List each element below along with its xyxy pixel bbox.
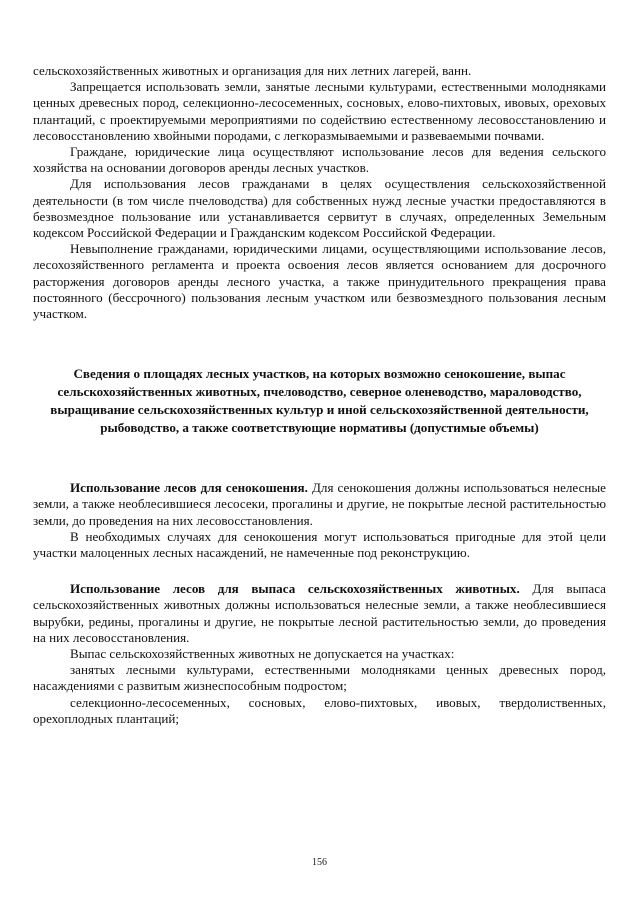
spacer xyxy=(33,561,606,581)
paragraph-free-use: Для использования лесов гражданами в целях осуществления сельскохозяйственной деятельности (в том числе пчеловодства) для собственных нужд лесные участки предоставляются в безвозмездное пользование или устанавливается сервитут в случаях, определенных Земельным кодексом Российской Федерации и Гражданским кодексом Российской Федерации. xyxy=(33,176,606,241)
spacer xyxy=(33,437,606,480)
paragraph-grazing xyxy=(33,581,606,646)
paragraph-continuation: сельскохозяйственных животных и организация для них летних лагерей, ванн. xyxy=(33,63,472,78)
document-page xyxy=(33,63,606,727)
paragraph-lease: Граждане, юридические лица осуществляют использование лесов для ведения сельского хозяйства на основании договоров аренды лесных участков. xyxy=(33,144,606,176)
grazing-title: Использование лесов для выпаса сельскохозяйственных животных. xyxy=(70,581,520,597)
section-heading: Сведения о площадях лесных участков, на которых возможно сенокошение, выпас сельскохозяйственных животных, пчеловодство, северное оленеводство, мараловодство, выращивание сельскохозяйственных культур и иной сельскохозяйственной деятельности, рыбоводство, а также соответствующие нормативы (допустимые объемы) xyxy=(50,366,589,436)
haymaking-title: Использование лесов для сенокошения. xyxy=(70,480,308,496)
paragraph-prohibition: Запрещается использовать земли, занятые лесными культурами, естественными молодняками ценных древесных пород, селекционно-лесосеменных, сосновых, елово-пихтовых, ивовых, ореховых плантаций, с проектируемыми мероприятиями по содействию естественному лесовосстановлению и лесовосстановлению хвойными породами, с легкоразмываемыми и развеваемыми почвами. xyxy=(33,79,606,143)
paragraph-grazing-not-allowed: Выпас сельскохозяйственных животных не допускается на участках: xyxy=(70,646,455,662)
spacer xyxy=(33,322,606,365)
haymaking-intro: Для сенокошения должны использоваться нелесные земли, а также необлесившиеся лесосеки, прогалины и другие, не покрытые лесной растительностью земли, до проведения на них лесовосстановления. xyxy=(33,480,606,528)
grazing-intro: Для выпаса сельскохозяйственных животных должны использоваться нелесные земли, а также необлесившиеся вырубки, редины, прогалины и другие, не покрытые лесной растительностью земли, до проведения на них лесовосстановления. xyxy=(33,581,606,645)
page-number: 156 xyxy=(312,857,327,868)
paragraph-haymaking xyxy=(33,480,606,529)
list-item: селекционно-лесосеменных, сосновых, елово-пихтовых, ивовых, твердолиственных, орехоплодных плантаций; xyxy=(33,694,606,726)
paragraph-haymaking-extra: В необходимых случаях для сенокошения могут использоваться пригодные для этой цели участки малоценных леcных насаждений, не намеченные под реконструкцию. xyxy=(33,528,606,561)
paragraph-violation: Невыполнение гражданами, юридическими лицами, осуществляющими использование лесов, лесохозяйственного регламента и проекта освоения лесов является основанием для досрочного расторжения договоров аренды лесного участка, а также принудительного прекращения права постоянного (бессрочного) пользования лесным участком или безвозмездного пользования лесным участком. xyxy=(33,241,606,322)
list-item: занятых лесными культурами, естественными молодняками ценных древесных пород, насаждениями с развитым жизнеспособным подростом; xyxy=(33,662,606,694)
